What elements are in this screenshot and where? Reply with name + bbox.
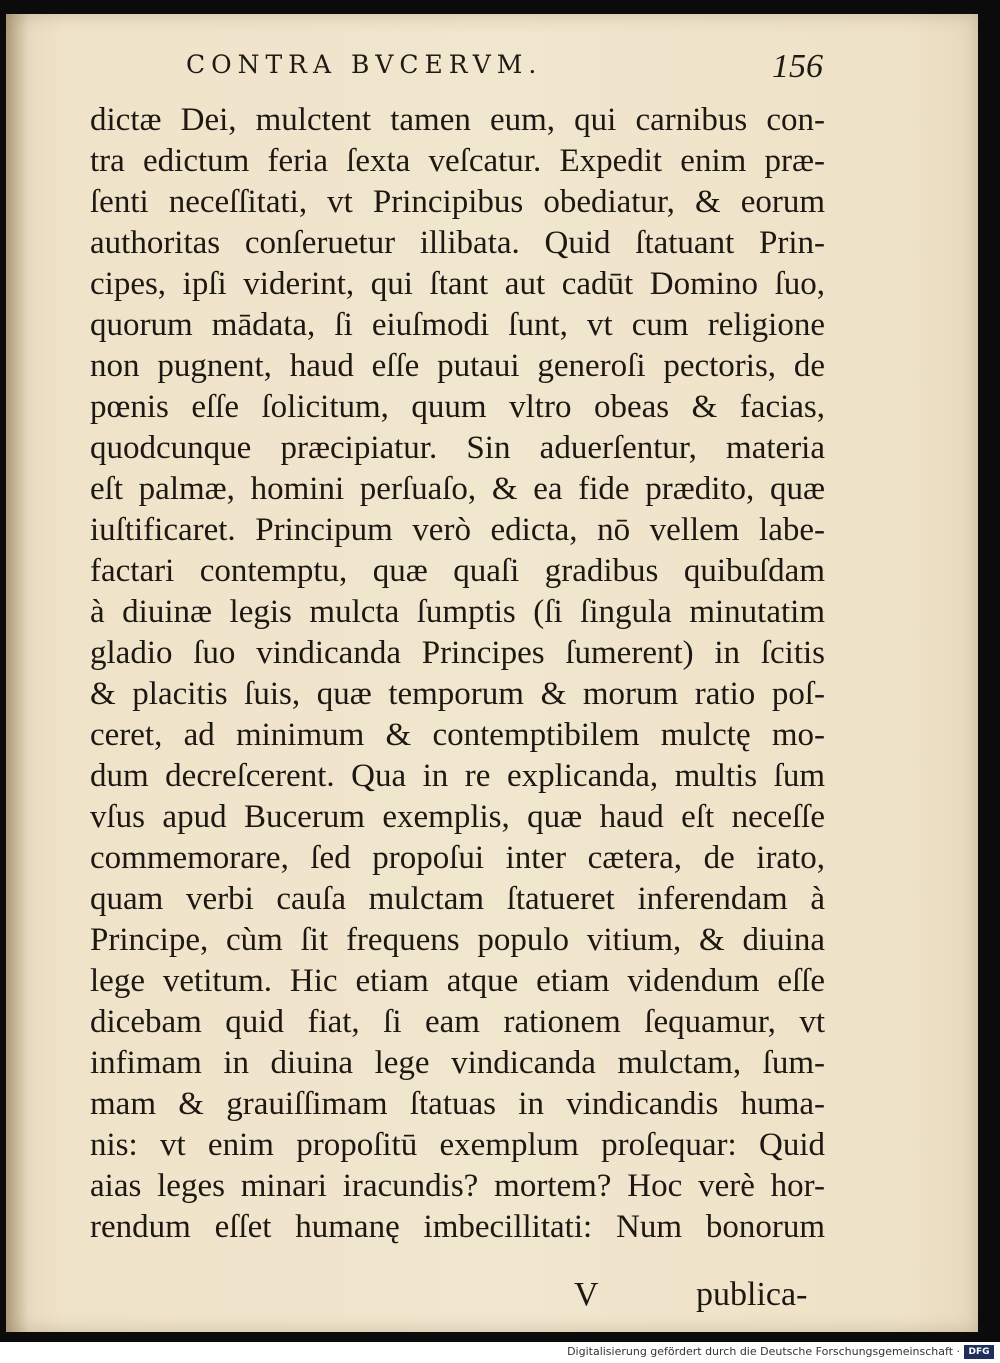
attribution-text: Digitalisierung gefördert durch die Deutsche Forschungsgemeinschaft ·: [567, 1345, 960, 1358]
text-line: rendum eſſet humanę imbecillitati: Num bonorum: [90, 1209, 825, 1245]
text-line: iuſtificaret. Principum verò edicta, nō vellem labe-: [90, 512, 825, 548]
text-line: vſus apud Bucerum exemplis, quæ haud eſt neceſſe: [90, 799, 825, 835]
text-line: Principe, cùm ſit frequens populo vitium, & diuina: [90, 922, 825, 958]
text-line: & placitis ſuis, quæ temporum & morum ratio poſ-: [90, 676, 825, 712]
text-line: aias leges minari iracundis? mortem? Hoc verè hor-: [90, 1168, 825, 1204]
text-line: dictæ Dei, mulctent tamen eum, qui carnibus con-: [90, 102, 825, 138]
text-line: ſenti neceſſitati, vt Principibus obediatur, & eorum: [90, 184, 825, 220]
text-line: dicebam quid fiat, ſi eam rationem ſequamur, vt: [90, 1004, 825, 1040]
page-footer: [6, 1276, 978, 1320]
text-line: pœnis eſſe ſolicitum, quum vltro obeas & facias,: [90, 389, 825, 425]
running-title: CONTRA BVCERVM.: [186, 50, 543, 79]
text-line: nis: vt enim propoſitū exemplum proſequar: Quid: [90, 1127, 825, 1163]
catchword: publica-: [696, 1276, 808, 1313]
text-line: infimam in diuina lege vindicanda mulctam, ſum-: [90, 1045, 825, 1081]
text-line: à diuinæ legis mulcta ſumptis (ſi ſingula minutatim: [90, 594, 825, 630]
text-line: gladio ſuo vindicanda Principes ſumerent) in ſcitis: [90, 635, 825, 671]
attribution-bar: [0, 1342, 1000, 1363]
text-line: eſt palmæ, homini perſuaſo, & ea fide prædito, quæ: [90, 471, 825, 507]
text-line: dum decreſcerent. Qua in re explicanda, multis ſum: [90, 758, 825, 794]
text-line: factari contemptu, quæ quaſi gradibus quibuſdam: [90, 553, 825, 589]
dfg-logo-icon: DFG: [964, 1345, 994, 1359]
text-line: lege vetitum. Hic etiam atque etiam videndum eſſe: [90, 963, 825, 999]
text-line: non pugnent, haud eſſe putaui generoſi pectoris, de: [90, 348, 825, 384]
text-line: tra edictum feria ſexta veſcatur. Expedit enim præ-: [90, 143, 825, 179]
text-line: cipes, ipſi viderint, qui ſtant aut cadūt Domino ſuo,: [90, 266, 825, 302]
book-page: [6, 14, 978, 1332]
signature-mark: V: [574, 1276, 599, 1313]
body-text: [90, 100, 825, 1248]
text-line: quodcunque præcipiatur. Sin aduerſentur, materia: [90, 430, 825, 466]
text-line: commemorare, ſed propoſui inter cætera, de irato,: [90, 840, 825, 876]
running-head: [6, 50, 978, 90]
text-line: quam verbi cauſa mulctam ſtatueret inferendam à: [90, 881, 825, 917]
text-line: quorum mādata, ſi eiuſmodi ſunt, vt cum religione: [90, 307, 825, 343]
page-number: 156: [772, 48, 823, 85]
gutter-shadow: [6, 14, 28, 1332]
text-line: ceret, ad minimum & contemptibilem mulctę mo-: [90, 717, 825, 753]
text-line: mam & grauiſſimam ſtatuas in vindicandis huma-: [90, 1086, 825, 1122]
text-line: authoritas conſeruetur illibata. Quid ſtatuant Prin-: [90, 225, 825, 261]
